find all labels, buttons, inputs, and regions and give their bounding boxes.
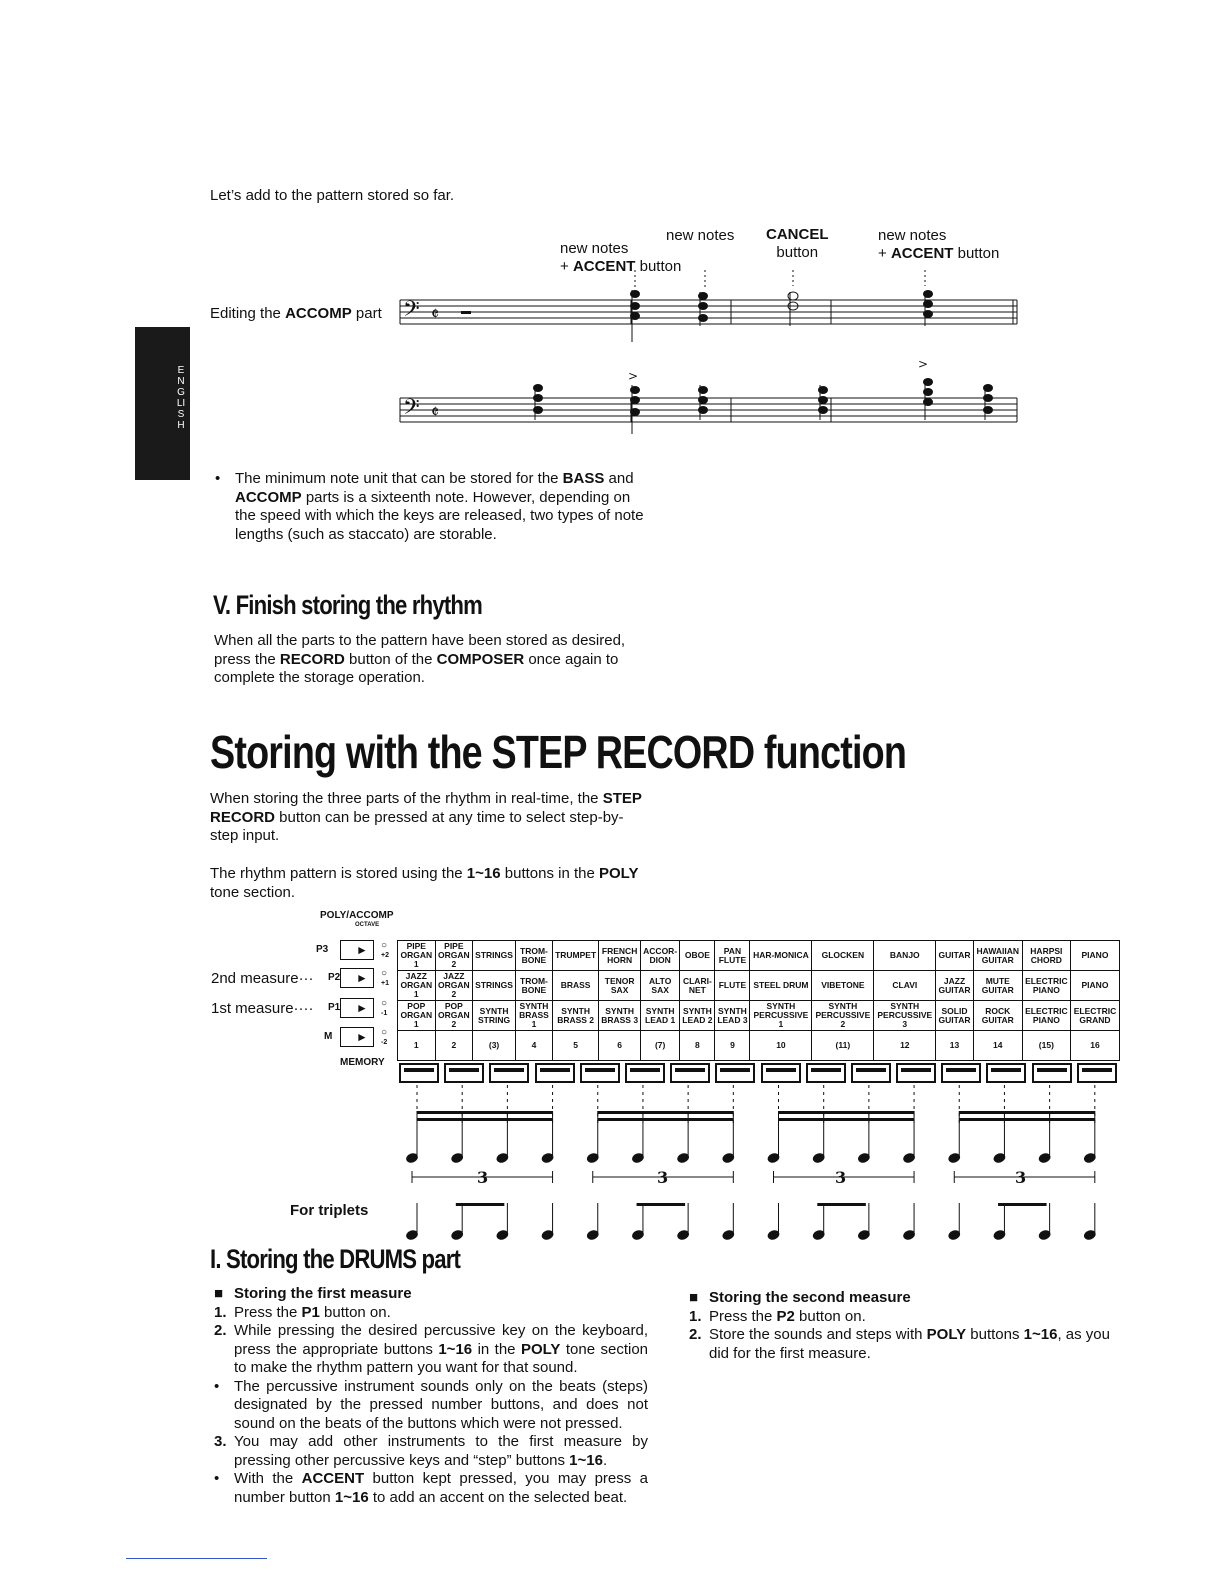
- triplet-number-4: 3: [1015, 1168, 1027, 1187]
- intro-text: Let’s add to the pattern stored so far.: [210, 187, 455, 204]
- m-button[interactable]: M ► ○ -2: [340, 1027, 396, 1049]
- svg-text:𝄵: 𝄵: [431, 402, 440, 423]
- svg-text:>: >: [628, 369, 639, 383]
- poly-step-button-1[interactable]: [399, 1063, 439, 1083]
- annotation-new-notes-accent-2: new notes + ACCENT button: [878, 227, 1000, 262]
- p1-button[interactable]: P1 ► ○ -1: [340, 998, 396, 1020]
- main-heading: Storing with the STEP RECORD function: [210, 726, 907, 778]
- first-measure-label: 1st measure····: [211, 1000, 314, 1017]
- poly-step-button-15[interactable]: [1032, 1063, 1072, 1083]
- poly-step-button-3[interactable]: [489, 1063, 529, 1083]
- second-measure-steps: ■ Storing the second measure 1. Press the P2 button on. 2. Store the sounds and steps with POLY buttons 1~16, as you did for the first measure.: [689, 1289, 1110, 1362]
- bullet-min-note-unit: • The minimum note unit that can be stored for the BASS and ACCOMP parts is a sixteenth note. However, depending on the speed with which the keys are released, two types of note lengths (such as staccato) are storable.: [215, 470, 644, 543]
- poly-buttons-paragraph: The rhythm pattern is stored using the 1~16 buttons in the POLY tone section.: [210, 865, 639, 901]
- music-notation: [395, 270, 1025, 440]
- section-v-heading: V. Finish storing the rhythm: [213, 590, 482, 620]
- triplet-number-1: 3: [477, 1168, 489, 1187]
- svg-text:>: >: [918, 357, 929, 371]
- editing-accomp-label: Editing the ACCOMP part: [210, 305, 382, 322]
- tone-row-p1: POP ORGAN 1 POP ORGAN 2 SYNTH STRING SYNTH BRASS 1 SYNTH BRASS 2 SYNTH BRASS 3 SYNTH LEAD 1 SYNTH LEAD 2 SYNTH LEAD 3 SYNTH PERCUSSIVE 1 SYNTH PERCUSSIVE 2 SYNTH PERCUSSIVE 3 SOLID GUITAR ROCK GUITAR ELECTRIC PIANO ELECTRIC GRAND: [398, 1001, 1120, 1031]
- octave-label: OCTAVE: [355, 922, 380, 928]
- poly-step-button-8[interactable]: [715, 1063, 755, 1083]
- triplet-number-3: 3: [835, 1168, 847, 1187]
- p2-button[interactable]: P2 ► ○ +1: [340, 968, 396, 990]
- poly-step-button-5[interactable]: [580, 1063, 620, 1083]
- tone-row-p3: PIPE ORGAN 1 PIPE ORGAN 2 STRINGS TROM-BONE TRUMPET FRENCH HORN ACCOR-DION OBOE PAN FLUTE HAR-MONICA GLOCKEN BANJO GUITAR HAWAIIAN GUITAR HARPSI CHORD PIANO: [398, 941, 1120, 971]
- poly-step-button-2[interactable]: [444, 1063, 484, 1083]
- step-record-paragraph: When storing the three parts of the rhythm in real-time, the STEP RECORD button can be pressed at any time to select step-by-step input.: [210, 790, 642, 844]
- memory-label: MEMORY: [340, 1057, 385, 1068]
- language-side-tab: [135, 327, 190, 480]
- p3-button[interactable]: P3 ► ○ +2: [340, 940, 396, 962]
- poly-step-button-6[interactable]: [625, 1063, 665, 1083]
- step-notation: [395, 1085, 1115, 1245]
- svg-text:𝄢: 𝄢: [403, 395, 420, 425]
- poly-accomp-label: POLY/ACCOMP: [320, 910, 394, 921]
- first-measure-steps: ■ Storing the first measure 1. Press the P1 button on. 2. While pressing the desired percussive key on the keyboard, press the appropriate buttons 1~16 in the POLY tone section to make the rhythm pattern you want for that sound. • The percussive instrument sounds only on the beats (steps) designated by the pressed number buttons, and does not sound on the beats of the buttons which were not pressed. 3. You may add other instruments to the first measure by pressing other percussive keys and “step” buttons 1~16. • With the ACCENT button kept pressed, you may press a number button 1~16 to add an accent on the selected beat.: [214, 1285, 649, 1506]
- annotation-new-notes-accent: new notes + ACCENT button: [560, 240, 682, 275]
- section-i-heading: I. Storing the DRUMS part: [210, 1244, 461, 1274]
- poly-step-button-9[interactable]: [761, 1063, 801, 1083]
- triplet-number-2: 3: [657, 1168, 669, 1187]
- second-measure-label: 2nd measure···: [211, 970, 314, 987]
- svg-text:𝄵: 𝄵: [431, 304, 440, 325]
- tone-row-m: 1 2 (3) 4 5 6 (7) 8 9 10 (11) 12 13 14 (15) 16: [398, 1031, 1120, 1061]
- poly-tone-table: [397, 940, 1120, 1061]
- poly-step-button-13[interactable]: [941, 1063, 981, 1083]
- poly-step-button-11[interactable]: [851, 1063, 891, 1083]
- poly-step-button-4[interactable]: [535, 1063, 575, 1083]
- poly-step-button-16[interactable]: [1077, 1063, 1117, 1083]
- poly-step-button-10[interactable]: [806, 1063, 846, 1083]
- footer-rule: [126, 1558, 267, 1559]
- for-triplets-label: For triplets: [290, 1202, 369, 1219]
- svg-text:𝄢: 𝄢: [403, 297, 420, 327]
- poly-step-button-14[interactable]: [986, 1063, 1026, 1083]
- annotation-cancel-button: CANCEL button: [766, 226, 829, 261]
- poly-step-button-12[interactable]: [896, 1063, 936, 1083]
- section-v-paragraph: When all the parts to the pattern have been stored as desired, press the RECORD button of the COMPOSER once again to complete the storage operation.: [214, 632, 626, 686]
- poly-step-button-7[interactable]: [670, 1063, 710, 1083]
- side-tab-label: ENGLISH: [176, 365, 186, 431]
- tone-row-p2: JAZZ ORGAN 1 JAZZ ORGAN 2 STRINGS TROM-BONE BRASS TENOR SAX ALTO SAX CLARI-NET FLUTE STEEL DRUM VIBETONE CLAVI JAZZ GUITAR MUTE GUITAR ELECTRIC PIANO PIANO: [398, 971, 1120, 1001]
- annotation-new-notes: new notes: [666, 227, 735, 244]
